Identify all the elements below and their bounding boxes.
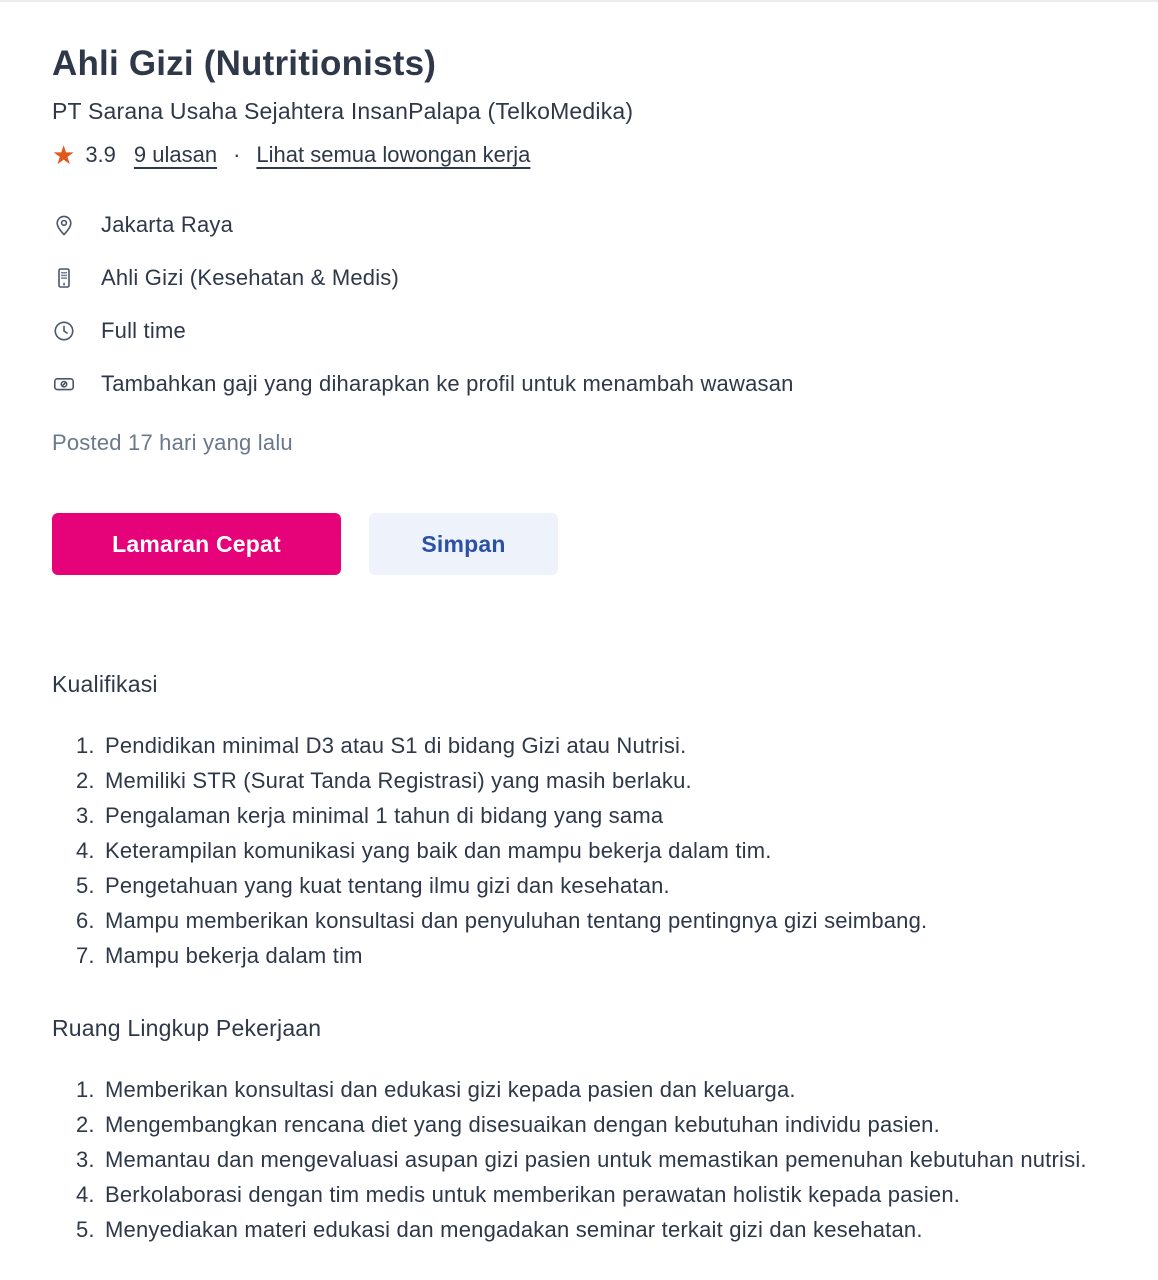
action-buttons bbox=[52, 513, 1138, 575]
save-button[interactable]: Simpan bbox=[369, 513, 558, 575]
rating-value: 3.9 bbox=[85, 142, 116, 168]
posted-date: Posted 17 hari yang lalu bbox=[52, 430, 293, 456]
list-item: 3. Memantau dan mengevaluasi asupan gizi pasien untuk memastikan pemenuhan kebutuhan nutrisi. bbox=[101, 1142, 1138, 1177]
star-icon: ★ bbox=[52, 140, 76, 171]
company-name: PT Sarana Usaha Sejahtera InsanPalapa (TelkoMedika) bbox=[52, 98, 634, 125]
list-item: 4. Keterampilan komunikasi yang baik dan mampu bekerja dalam tim. bbox=[101, 833, 1138, 868]
list-item: 2. Mengembangkan rencana diet yang disesuaikan dengan kebutuhan individu pasien. bbox=[101, 1107, 1138, 1142]
list-item: 1. Memberikan konsultasi dan edukasi gizi kepada pasien dan keluarga. bbox=[101, 1072, 1138, 1107]
qualifications-list bbox=[52, 728, 1138, 973]
salary-row bbox=[52, 371, 1138, 397]
list-item: 4. Berkolaborasi dengan tim medis untuk memberikan perawatan holistik kepada pasien. bbox=[101, 1177, 1138, 1212]
location-pin-icon bbox=[52, 213, 76, 237]
work-type-row bbox=[52, 318, 1138, 344]
job-details bbox=[52, 212, 1138, 397]
job-scope-heading: Ruang Lingkup Pekerjaan bbox=[52, 1015, 322, 1042]
banknote-icon bbox=[52, 372, 76, 396]
location-text: Jakarta Raya bbox=[101, 212, 234, 238]
qualifications-heading: Kualifikasi bbox=[52, 671, 158, 698]
work-type-text: Full time bbox=[101, 318, 186, 344]
job-scope-section bbox=[52, 1015, 1138, 1247]
salary-text: Tambahkan gaji yang diharapkan ke profil untuk menambah wawasan bbox=[101, 371, 794, 397]
dot-separator: · bbox=[233, 142, 241, 168]
location-row bbox=[52, 212, 1138, 238]
list-item: 3. Pengalaman kerja minimal 1 tahun di bidang yang sama bbox=[101, 798, 1138, 833]
building-icon bbox=[52, 266, 76, 290]
list-item: 1. Pendidikan minimal D3 atau S1 di bidang Gizi atau Nutrisi. bbox=[101, 728, 1138, 763]
reviews-link[interactable]: 9 ulasan bbox=[133, 142, 218, 168]
clock-icon bbox=[52, 319, 76, 343]
list-item: 6. Mampu memberikan konsultasi dan penyuluhan tentang pentingnya gizi seimbang. bbox=[101, 903, 1138, 938]
quick-apply-button[interactable]: Lamaran Cepat bbox=[52, 513, 341, 575]
classification-row bbox=[52, 265, 1138, 291]
qualifications-section bbox=[52, 671, 1138, 973]
all-jobs-link[interactable]: Lihat semua lowongan kerja bbox=[256, 142, 531, 168]
list-item: 5. Pengetahuan yang kuat tentang ilmu gizi dan kesehatan. bbox=[101, 868, 1138, 903]
job-scope-list bbox=[52, 1072, 1138, 1247]
list-item: 5. Menyediakan materi edukasi dan mengadakan seminar terkait gizi dan kesehatan. bbox=[101, 1212, 1138, 1247]
list-item: 2. Memiliki STR (Surat Tanda Registrasi) yang masih berlaku. bbox=[101, 763, 1138, 798]
classification-text: Ahli Gizi (Kesehatan & Medis) bbox=[101, 265, 400, 291]
page-title: Ahli Gizi (Nutritionists) bbox=[52, 44, 437, 83]
rating-row bbox=[52, 140, 1138, 171]
list-item: 7. Mampu bekerja dalam tim bbox=[101, 938, 1138, 973]
